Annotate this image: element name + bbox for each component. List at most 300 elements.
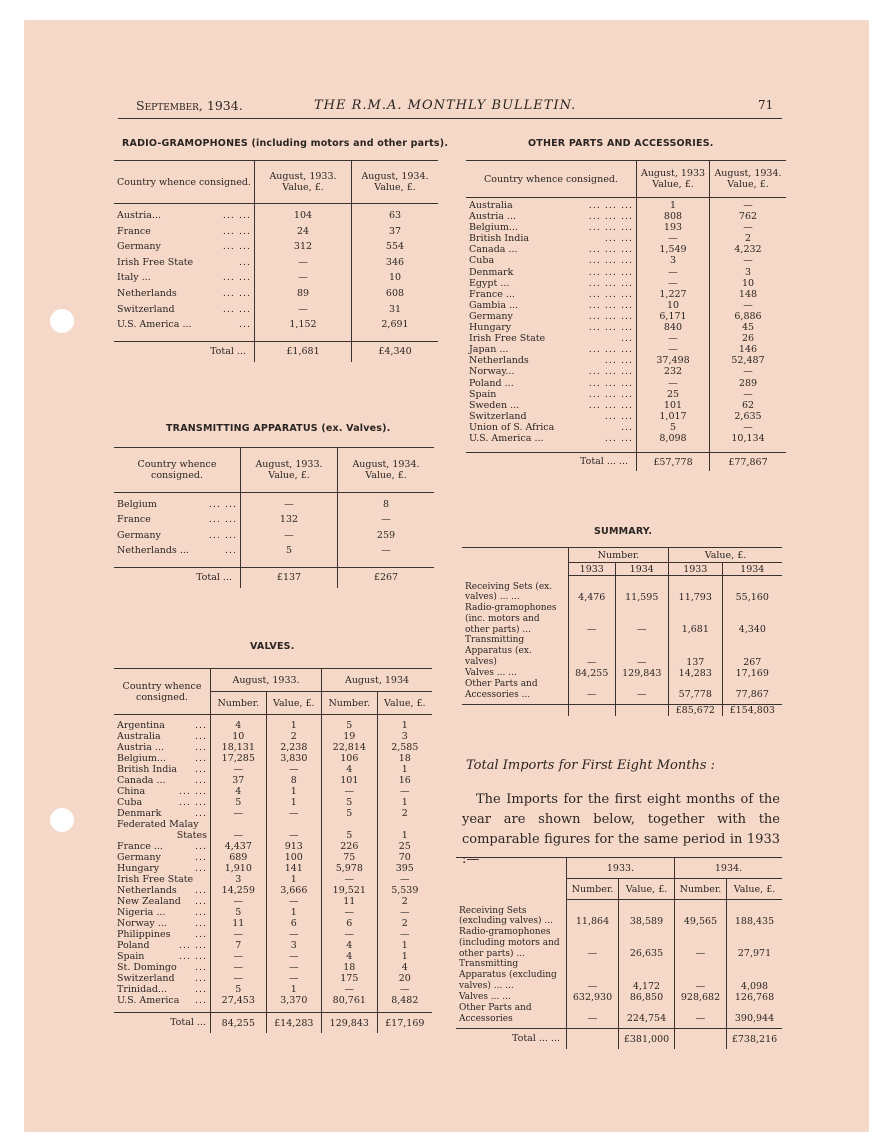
value-1933: — xyxy=(266,830,321,841)
number-1934: 75 xyxy=(322,852,378,863)
value-1933: 14,283 xyxy=(669,668,723,679)
country-cell xyxy=(466,411,637,422)
value-1933: 25 xyxy=(637,389,710,400)
table-row xyxy=(114,874,432,885)
country-cell xyxy=(114,885,211,896)
value-1934: 26 xyxy=(710,333,787,344)
country-name: Denmark xyxy=(117,808,162,819)
value-1934: — xyxy=(377,907,432,918)
value-1933: 3,666 xyxy=(266,885,321,896)
number-1933: — xyxy=(569,635,616,667)
country-name: Austria... xyxy=(117,210,161,221)
country-cell xyxy=(114,270,255,286)
country-name: China xyxy=(117,786,146,797)
country-name: Canada ... xyxy=(117,775,166,786)
table-row xyxy=(466,267,786,278)
table-row xyxy=(114,302,438,318)
leader-dots: ... ... ... xyxy=(588,344,633,356)
table-row xyxy=(114,852,432,863)
value-1933: — xyxy=(266,973,321,984)
value-1933: — xyxy=(255,255,352,271)
value-1934: 346 xyxy=(352,255,439,271)
summary-title: SUMMARY. xyxy=(594,526,653,537)
col-number-1933: Number. xyxy=(567,879,619,900)
col-value-1933: Value, £. xyxy=(266,692,321,715)
country-name: Irish Free State xyxy=(117,256,194,268)
country-name: Austria ... xyxy=(117,742,164,753)
leader-dots: ... xyxy=(194,808,207,819)
table-row xyxy=(466,433,786,444)
total-imports-table xyxy=(456,857,782,1049)
leader-dots: ... ... ... xyxy=(588,277,633,289)
country-name: Denmark xyxy=(469,266,514,278)
number-1934: 18 xyxy=(322,962,378,973)
country-name: Belgium... xyxy=(117,753,166,764)
country-cell xyxy=(466,400,637,411)
country-name: British India xyxy=(117,764,178,775)
table-row xyxy=(466,422,786,433)
table-row xyxy=(114,797,432,808)
country-cell xyxy=(114,224,255,240)
page-number: 71 xyxy=(758,98,774,112)
value-1934: 37 xyxy=(352,224,439,240)
number-1933: — xyxy=(211,951,267,962)
country-cell xyxy=(466,267,637,278)
value-1934: 4 xyxy=(377,962,432,973)
col-country: Country whence consigned. xyxy=(114,448,241,493)
country-cell xyxy=(114,841,211,852)
table-row xyxy=(114,255,438,271)
total-value-1933: £14,283 xyxy=(266,1013,321,1034)
country-name: Netherlands xyxy=(469,355,529,367)
leader-dots: ... ... ... xyxy=(588,388,633,400)
table-row xyxy=(114,764,432,775)
country-name: Australia xyxy=(117,731,161,742)
number-1934 xyxy=(322,819,378,830)
value-1934 xyxy=(377,819,432,830)
value-1933: 89 xyxy=(255,286,352,302)
country-name: Spain xyxy=(469,388,497,400)
col-1933: August, 1933. Value, £. xyxy=(241,448,338,493)
number-1934: 5 xyxy=(322,715,378,732)
number-1933: 4,476 xyxy=(569,576,616,604)
country-cell xyxy=(114,907,211,918)
country-name: Egypt ... xyxy=(469,277,510,289)
number-1933: 11 xyxy=(211,918,267,929)
country-name: Philippines xyxy=(117,929,171,940)
value-1933: 8,098 xyxy=(637,433,710,444)
table-row xyxy=(114,317,438,333)
row-label: Receiving Sets (ex. valves) ... ... xyxy=(465,581,553,603)
country-cell xyxy=(114,973,211,984)
value-1934: 188,435 xyxy=(727,900,782,928)
col-1934: August, 1934 xyxy=(322,669,432,692)
value-1933: — xyxy=(266,962,321,973)
total-1933: £57,778 xyxy=(637,453,710,472)
radio-gramophones-title: RADIO-GRAMOPHONES (including motors and other parts). xyxy=(122,138,449,149)
value-1934: — xyxy=(710,300,787,311)
total-label: Total ... ... xyxy=(466,453,637,472)
table-row xyxy=(114,830,432,841)
table-row xyxy=(114,973,432,984)
col-value-1933: 1933 xyxy=(669,563,723,576)
number-1933: 4 xyxy=(211,786,267,797)
country-cell xyxy=(466,211,637,222)
leader-dots: ... ... xyxy=(222,210,251,221)
number-1934: 6 xyxy=(322,918,378,929)
number-1934: 226 xyxy=(322,841,378,852)
number-1933: — xyxy=(211,896,267,907)
country-name: Argentina xyxy=(117,720,165,731)
col-country: Country whence consigned. xyxy=(114,161,255,204)
country-cell xyxy=(114,302,255,318)
table-row xyxy=(456,959,782,991)
value-1934: 554 xyxy=(352,239,439,255)
value-1933: — xyxy=(637,333,710,344)
value-1933: 1,549 xyxy=(637,244,710,255)
leader-dots: ... xyxy=(194,753,207,764)
value-1933: 1 xyxy=(266,984,321,995)
value-1933: 4,172 xyxy=(619,959,675,991)
value-1934: 25 xyxy=(377,841,432,852)
value-1933: 11,793 xyxy=(669,576,723,604)
value-1934: 10 xyxy=(710,278,787,289)
country-cell xyxy=(466,222,637,233)
transmitting-table xyxy=(114,447,434,588)
number-1934: 11 xyxy=(322,896,378,907)
leader-dots: ... ... xyxy=(178,797,207,808)
country-name: Germany xyxy=(117,241,161,253)
value-1933: 1 xyxy=(266,874,321,885)
country-name: Poland ... xyxy=(469,377,514,389)
header-rule xyxy=(118,118,782,119)
value-1934: 16 xyxy=(377,775,432,786)
country-name: Hungary xyxy=(117,863,160,874)
country-name: Australia xyxy=(469,200,513,211)
country-cell xyxy=(114,204,255,224)
value-1933: 193 xyxy=(637,222,710,233)
country-name: British India xyxy=(469,233,530,245)
value-1934: 259 xyxy=(338,528,435,543)
leader-dots: ... xyxy=(194,775,207,786)
country-cell xyxy=(466,333,637,344)
table-row xyxy=(114,224,438,240)
value-1933: 86,850 xyxy=(619,992,675,1003)
row-label: Valves ... ... xyxy=(465,668,517,679)
summary-table xyxy=(462,547,782,716)
number-1933: — xyxy=(211,929,267,940)
row-label: Radio-gramophones (inc. motors and other parts) ... xyxy=(465,603,557,635)
leader-dots: ... xyxy=(194,720,207,731)
total-1934: £267 xyxy=(338,567,435,588)
leader-dots: ... ... ... xyxy=(588,322,633,334)
table-row xyxy=(114,270,438,286)
country-name: Irish Free State xyxy=(117,874,194,885)
number-1933: — xyxy=(211,764,267,775)
table-row xyxy=(466,311,786,322)
table-row xyxy=(114,493,434,513)
value-1934: 45 xyxy=(710,322,787,333)
value-1934: 17,169 xyxy=(722,668,782,679)
table-row xyxy=(114,512,434,527)
table-row xyxy=(466,322,786,333)
value-1934: — xyxy=(377,929,432,940)
leader-dots: ... xyxy=(194,918,207,929)
number-1934: 49,565 xyxy=(675,900,727,928)
value-1934: 267 xyxy=(722,635,782,667)
table-row xyxy=(466,233,786,244)
table-row xyxy=(462,576,782,604)
value-1934: 1 xyxy=(377,764,432,775)
table-row xyxy=(466,278,786,289)
table-row xyxy=(466,211,786,222)
value-1933: 10 xyxy=(637,300,710,311)
country-cell xyxy=(114,543,241,558)
value-1934: 63 xyxy=(352,204,439,224)
leader-dots: ... xyxy=(194,764,207,775)
value-1934: — xyxy=(377,874,432,885)
number-1933: 4,437 xyxy=(211,841,267,852)
number-1933: 84,255 xyxy=(569,668,616,679)
number-1933: 5 xyxy=(211,797,267,808)
value-1934: — xyxy=(710,222,787,233)
country-name: U.S. America xyxy=(117,995,180,1006)
value-1934: 27,971 xyxy=(727,927,782,959)
table-row xyxy=(466,289,786,300)
leader-dots: ... ... xyxy=(604,233,633,245)
value-1933: 26,635 xyxy=(619,927,675,959)
number-1933: 11,864 xyxy=(567,900,619,928)
table-row xyxy=(114,715,432,732)
value-1933: 3,370 xyxy=(266,995,321,1006)
value-1933: — xyxy=(266,764,321,775)
country-name: Hungary xyxy=(469,322,512,334)
leader-dots: ... xyxy=(194,896,207,907)
table-row xyxy=(466,378,786,389)
number-1934: 5,978 xyxy=(322,863,378,874)
col-number-1934: 1934 xyxy=(615,563,669,576)
number-1934: 22,814 xyxy=(322,742,378,753)
number-1933: 17,285 xyxy=(211,753,267,764)
leader-dots: ... ... xyxy=(178,786,207,797)
leader-dots: ... ... xyxy=(222,272,251,284)
value-1934: 2,585 xyxy=(377,742,432,753)
country-cell xyxy=(114,984,211,995)
number-1934: 19,521 xyxy=(322,885,378,896)
value-1933: 224,754 xyxy=(619,1003,675,1025)
value-1933: 37,498 xyxy=(637,355,710,366)
leader-dots: ... ... xyxy=(604,355,633,367)
number-1933: 1,910 xyxy=(211,863,267,874)
leader-dots: ... ... ... xyxy=(588,200,633,211)
table-row xyxy=(114,918,432,929)
value-1934: 8 xyxy=(338,493,435,513)
table-row xyxy=(114,204,438,224)
number-1934: 4 xyxy=(322,940,378,951)
number-1933: — xyxy=(211,962,267,973)
number-1934: 129,843 xyxy=(615,668,669,679)
country-cell xyxy=(466,311,637,322)
table-row xyxy=(466,255,786,266)
table-row xyxy=(466,198,786,212)
total-1933: £1,681 xyxy=(255,341,352,362)
number-1934: 80,761 xyxy=(322,995,378,1006)
table-row xyxy=(456,927,782,959)
value-1934: — xyxy=(338,543,435,558)
country-name: France xyxy=(117,225,151,237)
country-name: France ... xyxy=(117,841,163,852)
number-1934: 19 xyxy=(322,731,378,742)
number-1933: — xyxy=(569,679,616,701)
number-1934: 5 xyxy=(322,808,378,819)
value-1933: — xyxy=(637,267,710,278)
col-1933: 1933. xyxy=(567,858,675,879)
table-row xyxy=(114,896,432,907)
country-cell xyxy=(466,389,637,400)
leader-dots: ... ... xyxy=(208,514,237,526)
country-cell xyxy=(114,995,211,1006)
table-row xyxy=(466,344,786,355)
number-1933: — xyxy=(567,1003,619,1025)
total-label: Total ... xyxy=(114,341,255,362)
table-row xyxy=(466,355,786,366)
value-1933: 6,171 xyxy=(637,311,710,322)
country-cell xyxy=(114,819,211,830)
table-row xyxy=(114,940,432,951)
header-date: September, 1934. xyxy=(136,98,243,113)
value-1934: 70 xyxy=(377,852,432,863)
table-row xyxy=(466,300,786,311)
col-1933: August, 1933. xyxy=(211,669,322,692)
value-1933: — xyxy=(637,378,710,389)
leader-dots: ... ... xyxy=(222,225,251,237)
table-row xyxy=(114,819,432,830)
country-name: France ... xyxy=(469,288,515,300)
country-name: States xyxy=(176,830,207,841)
row-label: Radio-gramophones (including motors and other parts) ... xyxy=(459,927,560,959)
value-1934: 762 xyxy=(710,211,787,222)
country-cell xyxy=(114,528,241,543)
country-name: Japan ... xyxy=(469,344,509,356)
country-cell xyxy=(466,300,637,311)
number-1933: 18,131 xyxy=(211,742,267,753)
leader-dots: ... xyxy=(224,545,237,557)
value-1933: 840 xyxy=(637,322,710,333)
leader-dots: ... ... ... xyxy=(588,211,633,223)
country-name: Belgium... xyxy=(469,222,518,234)
col-number: Number. xyxy=(569,548,669,563)
total-value-1934: £17,169 xyxy=(377,1013,432,1034)
value-1933: 3 xyxy=(637,255,710,266)
table-row xyxy=(114,742,432,753)
table-row xyxy=(114,929,432,940)
value-1934: — xyxy=(710,366,787,377)
country-name: Austria ... xyxy=(469,211,516,223)
leader-dots: ... xyxy=(194,841,207,852)
value-1933: 137 xyxy=(669,635,723,667)
country-cell xyxy=(466,255,637,266)
leader-dots: ... xyxy=(194,731,207,742)
country-cell xyxy=(466,198,637,212)
value-1933: — xyxy=(266,896,321,907)
leader-dots: ... ... ... xyxy=(588,266,633,278)
leader-dots: ... xyxy=(194,852,207,863)
country-name: Federated Malay xyxy=(117,819,199,830)
value-1933: 57,778 xyxy=(669,679,723,701)
col-number-1933: Number. xyxy=(211,692,267,715)
number-1934: — xyxy=(322,929,378,940)
table-row xyxy=(114,753,432,764)
country-cell xyxy=(114,852,211,863)
value-1934: 18 xyxy=(377,753,432,764)
col-value: Value, £. xyxy=(669,548,782,563)
value-1934: 2 xyxy=(710,233,787,244)
value-1933: 100 xyxy=(266,852,321,863)
value-1933: 2,238 xyxy=(266,742,321,753)
col-number-1934: Number. xyxy=(322,692,378,715)
leader-dots: ... ... xyxy=(222,287,251,299)
country-cell xyxy=(114,918,211,929)
number-1933: — xyxy=(211,808,267,819)
country-cell xyxy=(466,322,637,333)
row-label: Receiving Sets (excluding valves) ... xyxy=(459,905,553,927)
country-cell xyxy=(114,512,241,527)
country-name: Netherlands xyxy=(117,287,177,299)
value-1933: — xyxy=(637,233,710,244)
leader-dots: ... ... ... xyxy=(588,366,633,378)
country-cell xyxy=(114,951,211,962)
value-1934: 8,482 xyxy=(377,995,432,1006)
number-1933 xyxy=(211,819,267,830)
table-row xyxy=(466,333,786,344)
country-cell xyxy=(114,929,211,940)
number-1933: 3 xyxy=(211,874,267,885)
number-1934: 928,682 xyxy=(675,992,727,1003)
row-label: Valves ... ... xyxy=(459,992,511,1003)
col-number-1933: 1933 xyxy=(569,563,616,576)
value-1934: — xyxy=(377,984,432,995)
leader-dots: ... ... ... xyxy=(588,222,633,234)
leader-dots: ... ... ... xyxy=(588,377,633,389)
value-1933: 808 xyxy=(637,211,710,222)
table-row xyxy=(466,222,786,233)
country-cell xyxy=(114,786,211,797)
country-name: Poland xyxy=(117,940,150,951)
number-1933: 10 xyxy=(211,731,267,742)
value-1934: 4,340 xyxy=(722,603,782,635)
leader-dots: ... ... ... xyxy=(588,299,633,311)
country-name: Cuba xyxy=(469,255,495,267)
value-1934: 1 xyxy=(377,715,432,732)
leader-dots: ... ... xyxy=(178,951,207,962)
table-row xyxy=(114,286,438,302)
table-row xyxy=(466,400,786,411)
value-1933: 1 xyxy=(637,198,710,212)
col-1934: 1934. xyxy=(675,858,783,879)
country-name: Belgium xyxy=(117,499,157,510)
value-1934: 2,691 xyxy=(352,317,439,333)
table-row xyxy=(114,951,432,962)
number-1934: — xyxy=(615,603,669,635)
value-1933: 132 xyxy=(241,512,338,527)
country-cell xyxy=(114,962,211,973)
value-1933: 1 xyxy=(266,715,321,732)
table-row xyxy=(114,528,434,543)
leader-dots: ... ... ... xyxy=(588,255,633,267)
value-1934: 20 xyxy=(377,973,432,984)
total-imports-paragraph: The Imports for the first eight months of the year are shown below, together with the comparable figures for the same period in 1933 :— xyxy=(462,792,780,867)
country-cell xyxy=(114,808,211,819)
